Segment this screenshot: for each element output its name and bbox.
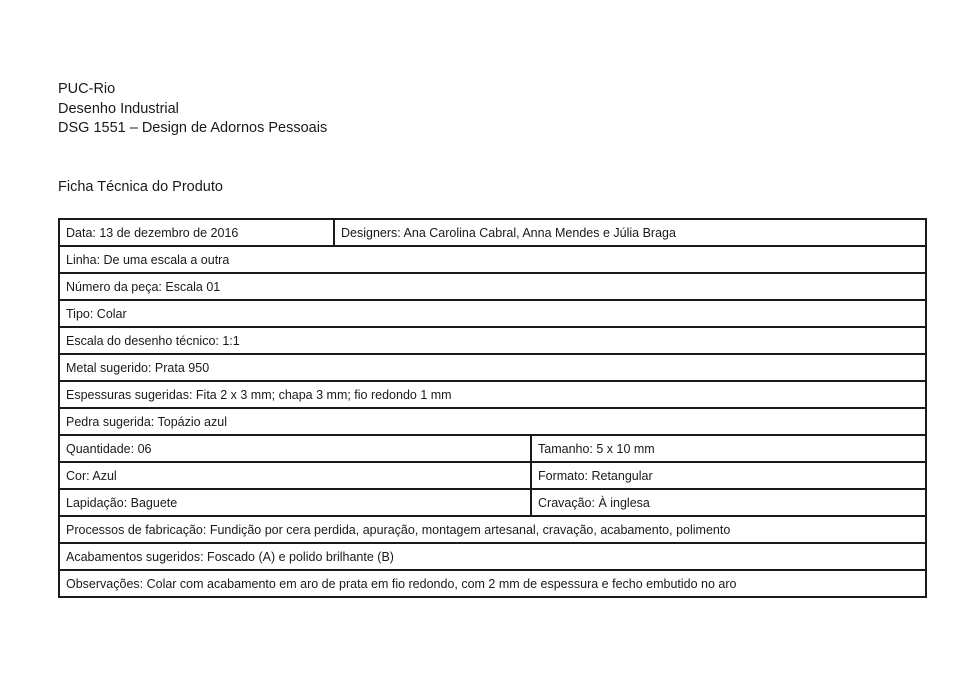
table-row (59, 246, 926, 273)
table-row (59, 516, 926, 543)
piece-number-cell: Número da peça: Escala 01 (59, 273, 926, 300)
table-row (59, 435, 926, 462)
line-cell: Linha: De uma escala a outra (59, 246, 926, 273)
table-row (59, 354, 926, 381)
designers-cell: Designers: Ana Carolina Cabral, Anna Mendes e Júlia Braga (334, 219, 926, 246)
document-header (58, 80, 327, 139)
table-row (59, 570, 926, 597)
table-row (59, 408, 926, 435)
stone-cell: Pedra sugerida: Topázio azul (59, 408, 926, 435)
table-row (59, 300, 926, 327)
section-title: Ficha Técnica do Produto (58, 179, 223, 195)
table-row (59, 381, 926, 408)
quantity-cell: Quantidade: 06 (59, 435, 531, 462)
department-name: Desenho Industrial (58, 100, 179, 117)
metal-cell: Metal sugerido: Prata 950 (59, 354, 926, 381)
table-row (59, 543, 926, 570)
table-row (59, 462, 926, 489)
finishes-cell: Acabamentos sugeridos: Foscado (A) e polido brilhante (B) (59, 543, 926, 570)
table-row (59, 273, 926, 300)
table-row (59, 327, 926, 354)
table-row (59, 489, 926, 516)
product-spec-table (58, 218, 927, 598)
processes-cell: Processos de fabricação: Fundição por cera perdida, apuração, montagem artesanal, cravação, acabamento, polimento (59, 516, 926, 543)
date-cell: Data: 13 de dezembro de 2016 (59, 219, 334, 246)
size-cell: Tamanho: 5 x 10 mm (531, 435, 926, 462)
setting-cell: Cravação: À inglesa (531, 489, 926, 516)
color-cell: Cor: Azul (59, 462, 531, 489)
type-cell: Tipo: Colar (59, 300, 926, 327)
institution-name: PUC-Rio (58, 81, 116, 97)
thickness-cell: Espessuras sugeridas: Fita 2 x 3 mm; chapa 3 mm; fio redondo 1 mm (59, 381, 926, 408)
cut-cell: Lapidação: Baguete (59, 489, 531, 516)
format-cell: Formato: Retangular (531, 462, 926, 489)
table-row (59, 219, 926, 246)
notes-cell: Observações: Colar com acabamento em aro de prata em fio redondo, com 2 mm de espessura e fecho embutido no aro (59, 570, 926, 597)
course-name: DSG 1551 – Design de Adornos Pessoais (58, 120, 328, 136)
scale-cell: Escala do desenho técnico: 1:1 (59, 327, 926, 354)
